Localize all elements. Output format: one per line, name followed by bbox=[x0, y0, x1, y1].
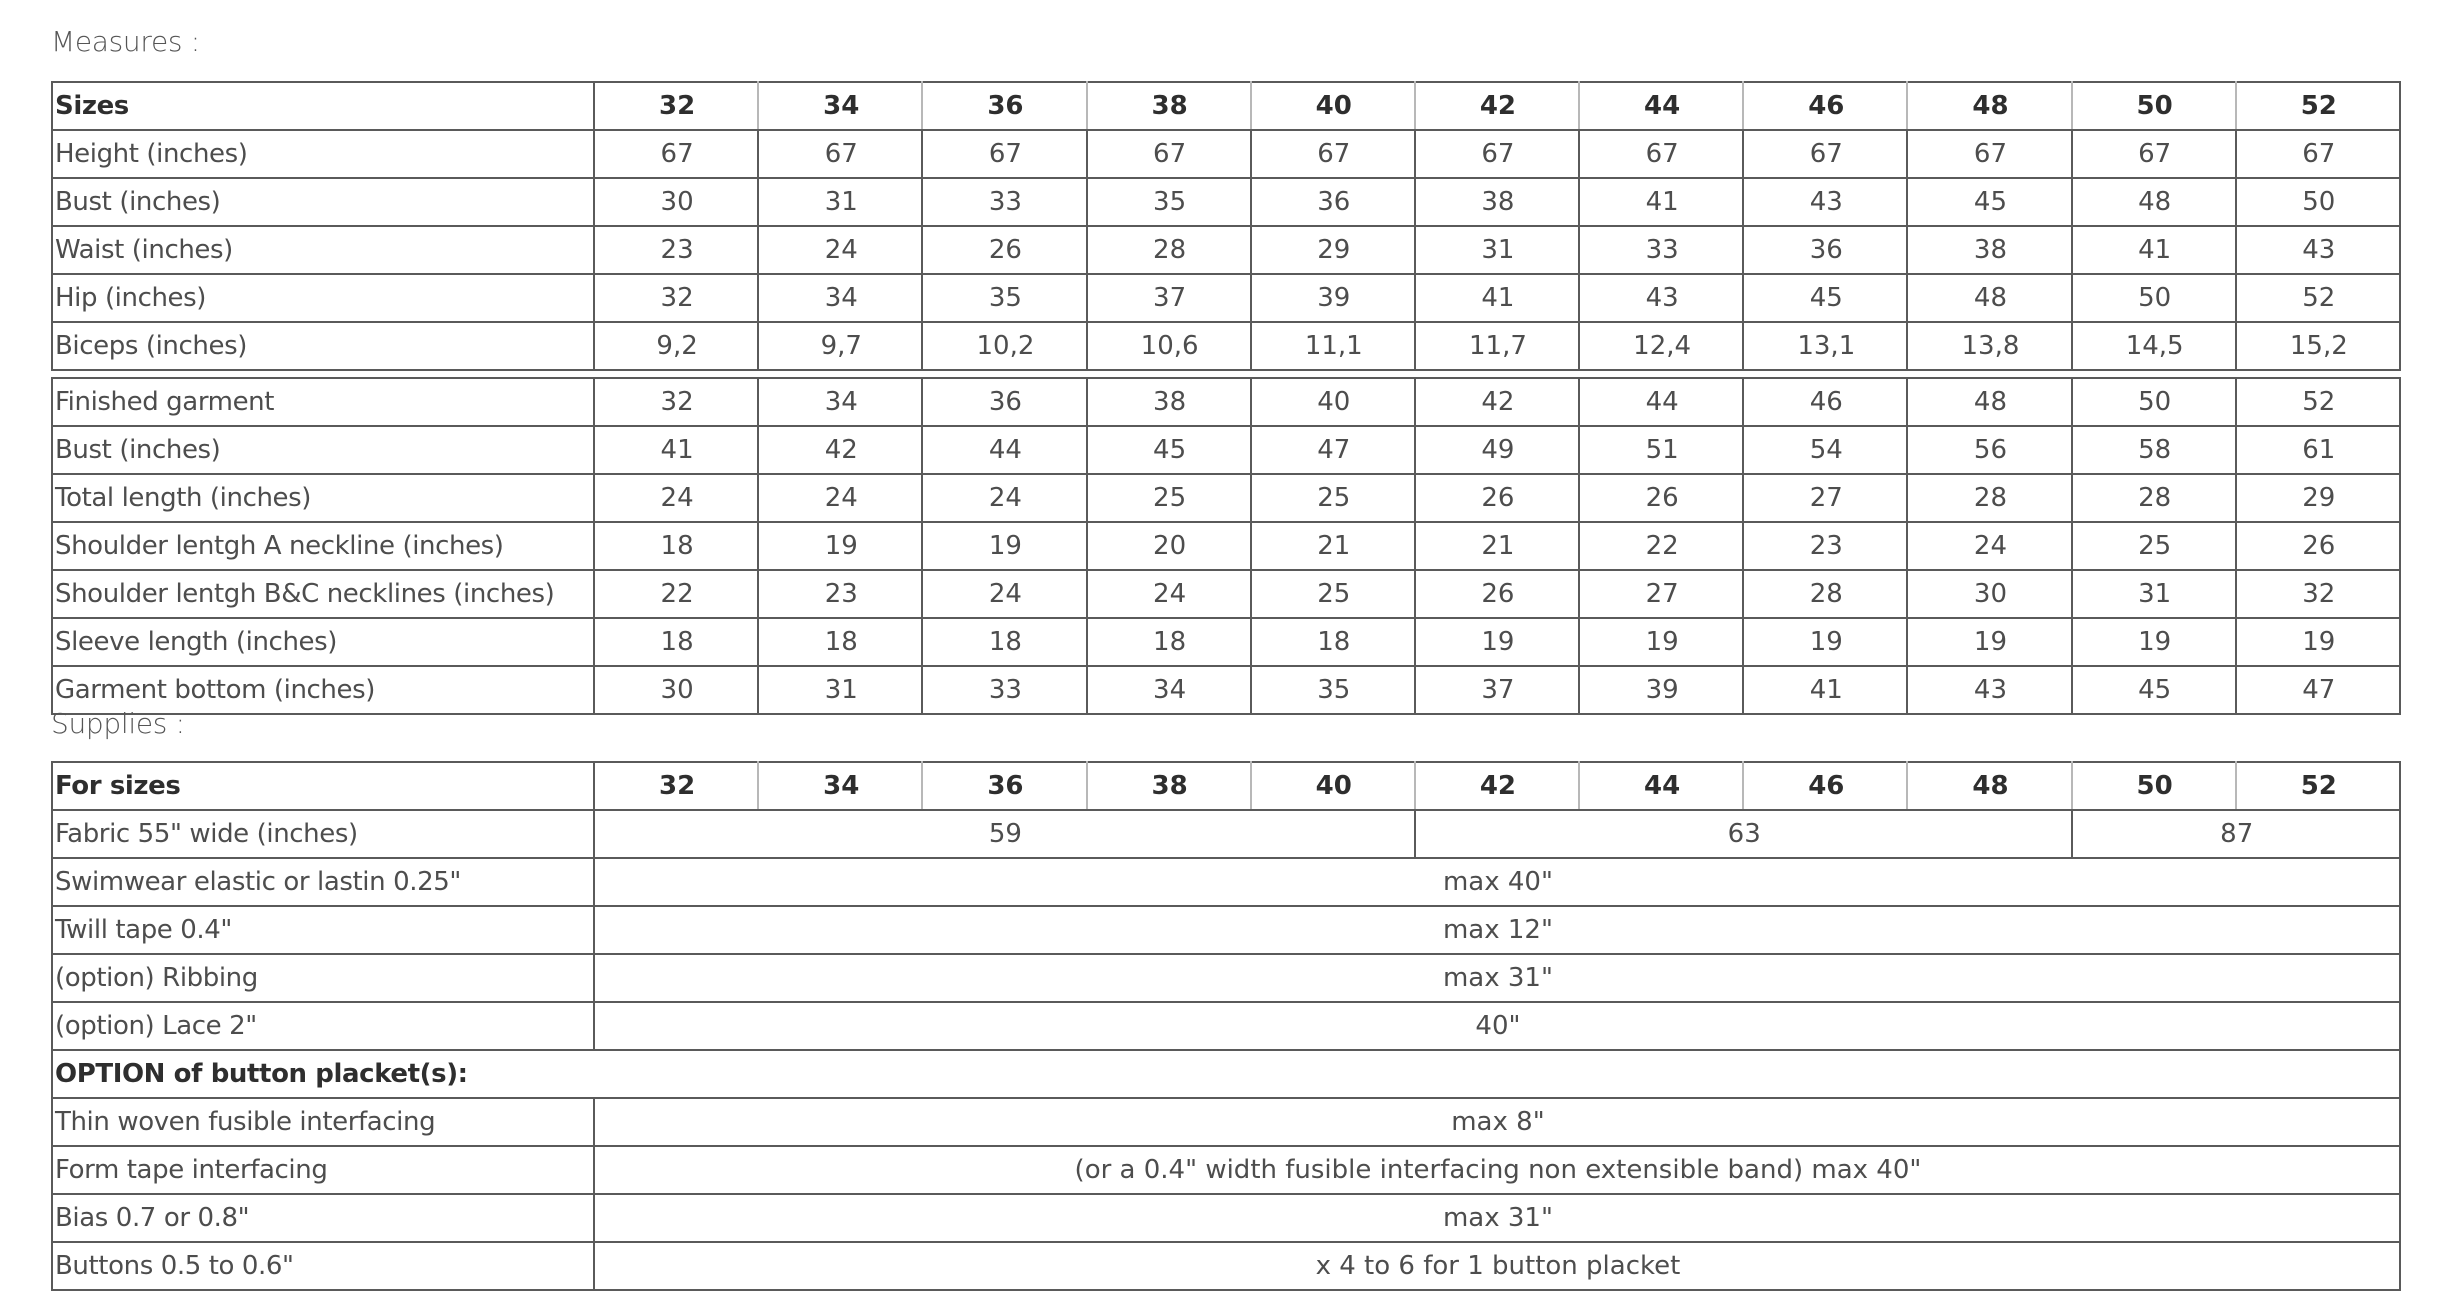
value-cell: 43 bbox=[2236, 226, 2400, 274]
value-cell: 67 bbox=[2072, 130, 2236, 178]
table-row bbox=[52, 858, 2400, 906]
value-cell: 67 bbox=[922, 130, 1086, 178]
value-cell: 14,5 bbox=[2072, 322, 2236, 370]
value-cell: 27 bbox=[1743, 474, 1907, 522]
header-label: Sizes bbox=[52, 82, 594, 130]
value-cell: 26 bbox=[1415, 570, 1579, 618]
table-row bbox=[52, 1194, 2400, 1242]
size-header-cell: 34 bbox=[758, 378, 922, 426]
value-cell: 43 bbox=[1907, 666, 2071, 714]
table-row bbox=[52, 322, 2400, 370]
table-row bbox=[52, 178, 2400, 226]
value-cell: 23 bbox=[758, 570, 922, 618]
header-row bbox=[52, 82, 2400, 130]
finished-garment-table bbox=[51, 377, 2401, 715]
table-row bbox=[52, 1002, 2400, 1050]
size-header-cell: 50 bbox=[2072, 762, 2236, 810]
row-label: Garment bottom (inches) bbox=[52, 666, 594, 714]
value-cell: 19 bbox=[1579, 618, 1743, 666]
size-header-cell: 40 bbox=[1251, 82, 1415, 130]
size-header-cell: 48 bbox=[1907, 82, 2071, 130]
table-row bbox=[52, 474, 2400, 522]
row-label: Buttons 0.5 to 0.6" bbox=[52, 1242, 594, 1290]
row-label: Shoulder lentgh A neckline (inches) bbox=[52, 522, 594, 570]
header-label: Finished garment bbox=[52, 378, 594, 426]
table-row bbox=[52, 666, 2400, 714]
value-cell: 67 bbox=[2236, 130, 2400, 178]
value-cell: 24 bbox=[594, 474, 758, 522]
value-cell: max 40" bbox=[594, 858, 2400, 906]
value-cell: 45 bbox=[1907, 178, 2071, 226]
value-cell: 24 bbox=[1907, 522, 2071, 570]
value-cell: 45 bbox=[1743, 274, 1907, 322]
value-cell: 26 bbox=[1579, 474, 1743, 522]
size-header-cell: 38 bbox=[1087, 762, 1251, 810]
value-cell: 20 bbox=[1087, 522, 1251, 570]
value-cell: 67 bbox=[1907, 130, 2071, 178]
table-row bbox=[52, 426, 2400, 474]
value-cell: 47 bbox=[1251, 426, 1415, 474]
size-header-cell: 44 bbox=[1579, 378, 1743, 426]
value-cell: 40" bbox=[594, 1002, 2400, 1050]
value-cell: 43 bbox=[1743, 178, 1907, 226]
value-cell: max 31" bbox=[594, 954, 2400, 1002]
value-cell: 44 bbox=[922, 426, 1086, 474]
value-cell: 33 bbox=[922, 666, 1086, 714]
value-cell: 34 bbox=[758, 274, 922, 322]
value-cell: 33 bbox=[1579, 226, 1743, 274]
value-cell: 21 bbox=[1415, 522, 1579, 570]
value-cell: 38 bbox=[1415, 178, 1579, 226]
value-cell: x 4 to 6 for 1 button placket bbox=[594, 1242, 2400, 1290]
size-header-cell: 52 bbox=[2236, 378, 2400, 426]
value-cell: 37 bbox=[1087, 274, 1251, 322]
value-cell: 18 bbox=[594, 522, 758, 570]
value-cell: 13,8 bbox=[1907, 322, 2071, 370]
size-header-cell: 42 bbox=[1415, 82, 1579, 130]
table-row bbox=[52, 226, 2400, 274]
value-cell: 31 bbox=[2072, 570, 2236, 618]
size-header-cell: 44 bbox=[1579, 82, 1743, 130]
value-cell: 24 bbox=[922, 570, 1086, 618]
table-row bbox=[52, 1146, 2400, 1194]
table-row bbox=[52, 618, 2400, 666]
size-header-cell: 46 bbox=[1743, 82, 1907, 130]
value-cell: 49 bbox=[1415, 426, 1579, 474]
size-header-cell: 46 bbox=[1743, 378, 1907, 426]
value-cell: 48 bbox=[1907, 274, 2071, 322]
value-cell: 24 bbox=[758, 474, 922, 522]
value-cell: 10,6 bbox=[1087, 322, 1251, 370]
value-cell: 41 bbox=[1579, 178, 1743, 226]
value-cell: 23 bbox=[1743, 522, 1907, 570]
value-cell: (or a 0.4" width fusible interfacing non extensible band) max 40" bbox=[594, 1146, 2400, 1194]
value-cell: 36 bbox=[1743, 226, 1907, 274]
value-cell: max 12" bbox=[594, 906, 2400, 954]
value-cell: 27 bbox=[1579, 570, 1743, 618]
value-cell: 34 bbox=[1087, 666, 1251, 714]
value-cell: 19 bbox=[2236, 618, 2400, 666]
value-cell: 35 bbox=[1251, 666, 1415, 714]
row-label: (option) Lace 2" bbox=[52, 1002, 594, 1050]
size-header-cell: 42 bbox=[1415, 378, 1579, 426]
row-label: Form tape interfacing bbox=[52, 1146, 594, 1194]
row-label: Bust (inches) bbox=[52, 178, 594, 226]
row-label: Hip (inches) bbox=[52, 274, 594, 322]
value-cell: 21 bbox=[1251, 522, 1415, 570]
value-cell: 18 bbox=[1087, 618, 1251, 666]
body-measures-table bbox=[51, 81, 2401, 371]
row-label: Shoulder lentgh B&C necklines (inches) bbox=[52, 570, 594, 618]
value-cell: 18 bbox=[1251, 618, 1415, 666]
value-cell: 22 bbox=[1579, 522, 1743, 570]
value-cell: 18 bbox=[758, 618, 922, 666]
size-header-cell: 40 bbox=[1251, 762, 1415, 810]
value-cell: 28 bbox=[1087, 226, 1251, 274]
size-header-cell: 36 bbox=[922, 762, 1086, 810]
value-cell: 23 bbox=[594, 226, 758, 274]
value-cell: 31 bbox=[758, 178, 922, 226]
value-cell: 24 bbox=[758, 226, 922, 274]
table-row bbox=[52, 906, 2400, 954]
value-cell: 19 bbox=[1743, 618, 1907, 666]
fabric-group-cell: 63 bbox=[1415, 810, 2072, 858]
value-cell: 32 bbox=[2236, 570, 2400, 618]
value-cell: 39 bbox=[1579, 666, 1743, 714]
value-cell: 32 bbox=[594, 274, 758, 322]
value-cell: 67 bbox=[1251, 130, 1415, 178]
size-header-cell: 50 bbox=[2072, 378, 2236, 426]
value-cell: 45 bbox=[2072, 666, 2236, 714]
value-cell: 28 bbox=[1907, 474, 2071, 522]
value-cell: 30 bbox=[1907, 570, 2071, 618]
value-cell: 61 bbox=[2236, 426, 2400, 474]
supplies-title: Supplies : bbox=[51, 707, 185, 740]
value-cell: 37 bbox=[1415, 666, 1579, 714]
value-cell: 43 bbox=[1579, 274, 1743, 322]
value-cell: 29 bbox=[2236, 474, 2400, 522]
value-cell: 19 bbox=[2072, 618, 2236, 666]
value-cell: 45 bbox=[1087, 426, 1251, 474]
value-cell: 41 bbox=[1415, 274, 1579, 322]
table-row bbox=[52, 522, 2400, 570]
row-label: Waist (inches) bbox=[52, 226, 594, 274]
size-header-cell: 38 bbox=[1087, 378, 1251, 426]
table-row bbox=[52, 570, 2400, 618]
value-cell: 38 bbox=[1907, 226, 2071, 274]
value-cell: 67 bbox=[758, 130, 922, 178]
value-cell: 56 bbox=[1907, 426, 2071, 474]
fabric-row bbox=[52, 810, 2400, 858]
value-cell: 19 bbox=[758, 522, 922, 570]
value-cell: 67 bbox=[1579, 130, 1743, 178]
row-label: Sleeve length (inches) bbox=[52, 618, 594, 666]
value-cell: 10,2 bbox=[922, 322, 1086, 370]
size-header-cell: 52 bbox=[2236, 762, 2400, 810]
row-label: Bust (inches) bbox=[52, 426, 594, 474]
value-cell: 67 bbox=[594, 130, 758, 178]
value-cell: 28 bbox=[1743, 570, 1907, 618]
table-row bbox=[52, 274, 2400, 322]
value-cell: 12,4 bbox=[1579, 322, 1743, 370]
value-cell: 26 bbox=[922, 226, 1086, 274]
table-row bbox=[52, 130, 2400, 178]
row-label: Bias 0.7 or 0.8" bbox=[52, 1194, 594, 1242]
value-cell: 67 bbox=[1743, 130, 1907, 178]
value-cell: 26 bbox=[2236, 522, 2400, 570]
row-label: Thin woven fusible interfacing bbox=[52, 1098, 594, 1146]
value-cell: 41 bbox=[1743, 666, 1907, 714]
size-header-cell: 36 bbox=[922, 378, 1086, 426]
size-header-cell: 38 bbox=[1087, 82, 1251, 130]
value-cell: 9,7 bbox=[758, 322, 922, 370]
value-cell: 50 bbox=[2236, 178, 2400, 226]
value-cell: 58 bbox=[2072, 426, 2236, 474]
size-header-cell: 34 bbox=[758, 82, 922, 130]
value-cell: 19 bbox=[1907, 618, 2071, 666]
size-header-cell: 52 bbox=[2236, 82, 2400, 130]
value-cell: 42 bbox=[758, 426, 922, 474]
value-cell: 29 bbox=[1251, 226, 1415, 274]
value-cell: 33 bbox=[922, 178, 1086, 226]
option-heading: OPTION of button placket(s): bbox=[52, 1050, 2400, 1098]
size-header-cell: 48 bbox=[1907, 378, 2071, 426]
value-cell: 25 bbox=[1087, 474, 1251, 522]
size-header-cell: 40 bbox=[1251, 378, 1415, 426]
value-cell: 9,2 bbox=[594, 322, 758, 370]
size-header-cell: 32 bbox=[594, 378, 758, 426]
table-row bbox=[52, 1098, 2400, 1146]
value-cell: 11,7 bbox=[1415, 322, 1579, 370]
value-cell: 15,2 bbox=[2236, 322, 2400, 370]
size-header-cell: 36 bbox=[922, 82, 1086, 130]
header-label: For sizes bbox=[52, 762, 594, 810]
value-cell: 48 bbox=[2072, 178, 2236, 226]
row-label: Swimwear elastic or lastin 0.25" bbox=[52, 858, 594, 906]
value-cell: 26 bbox=[1415, 474, 1579, 522]
value-cell: 52 bbox=[2236, 274, 2400, 322]
option-heading-row bbox=[52, 1050, 2400, 1098]
row-label: Height (inches) bbox=[52, 130, 594, 178]
size-header-cell: 34 bbox=[758, 762, 922, 810]
value-cell: 30 bbox=[594, 178, 758, 226]
value-cell: 35 bbox=[1087, 178, 1251, 226]
value-cell: 19 bbox=[1415, 618, 1579, 666]
value-cell: 11,1 bbox=[1251, 322, 1415, 370]
value-cell: 13,1 bbox=[1743, 322, 1907, 370]
value-cell: 67 bbox=[1415, 130, 1579, 178]
value-cell: 30 bbox=[594, 666, 758, 714]
value-cell: 22 bbox=[594, 570, 758, 618]
header-row bbox=[52, 378, 2400, 426]
row-label: Biceps (inches) bbox=[52, 322, 594, 370]
value-cell: 50 bbox=[2072, 274, 2236, 322]
size-header-cell: 48 bbox=[1907, 762, 2071, 810]
value-cell: 28 bbox=[2072, 474, 2236, 522]
value-cell: 18 bbox=[922, 618, 1086, 666]
value-cell: 31 bbox=[1415, 226, 1579, 274]
value-cell: 51 bbox=[1579, 426, 1743, 474]
value-cell: max 31" bbox=[594, 1194, 2400, 1242]
value-cell: 24 bbox=[922, 474, 1086, 522]
value-cell: max 8" bbox=[594, 1098, 2400, 1146]
row-label: Total length (inches) bbox=[52, 474, 594, 522]
value-cell: 31 bbox=[758, 666, 922, 714]
fabric-group-cell: 59 bbox=[594, 810, 1415, 858]
size-header-cell: 50 bbox=[2072, 82, 2236, 130]
value-cell: 36 bbox=[1251, 178, 1415, 226]
value-cell: 41 bbox=[2072, 226, 2236, 274]
value-cell: 47 bbox=[2236, 666, 2400, 714]
value-cell: 19 bbox=[922, 522, 1086, 570]
size-header-cell: 44 bbox=[1579, 762, 1743, 810]
value-cell: 25 bbox=[1251, 474, 1415, 522]
measures-title: Measures : bbox=[51, 25, 200, 58]
table-row bbox=[52, 954, 2400, 1002]
row-label: (option) Ribbing bbox=[52, 954, 594, 1002]
value-cell: 67 bbox=[1087, 130, 1251, 178]
fabric-group-cell: 87 bbox=[2072, 810, 2400, 858]
value-cell: 24 bbox=[1087, 570, 1251, 618]
value-cell: 25 bbox=[2072, 522, 2236, 570]
value-cell: 35 bbox=[922, 274, 1086, 322]
value-cell: 41 bbox=[594, 426, 758, 474]
header-row bbox=[52, 762, 2400, 810]
value-cell: 54 bbox=[1743, 426, 1907, 474]
value-cell: 25 bbox=[1251, 570, 1415, 618]
value-cell: 39 bbox=[1251, 274, 1415, 322]
size-header-cell: 46 bbox=[1743, 762, 1907, 810]
size-header-cell: 42 bbox=[1415, 762, 1579, 810]
value-cell: 18 bbox=[594, 618, 758, 666]
supplies-table bbox=[51, 761, 2401, 1291]
row-label: Fabric 55" wide (inches) bbox=[52, 810, 594, 858]
table-row bbox=[52, 1242, 2400, 1290]
size-header-cell: 32 bbox=[594, 82, 758, 130]
size-header-cell: 32 bbox=[594, 762, 758, 810]
row-label: Twill tape 0.4" bbox=[52, 906, 594, 954]
